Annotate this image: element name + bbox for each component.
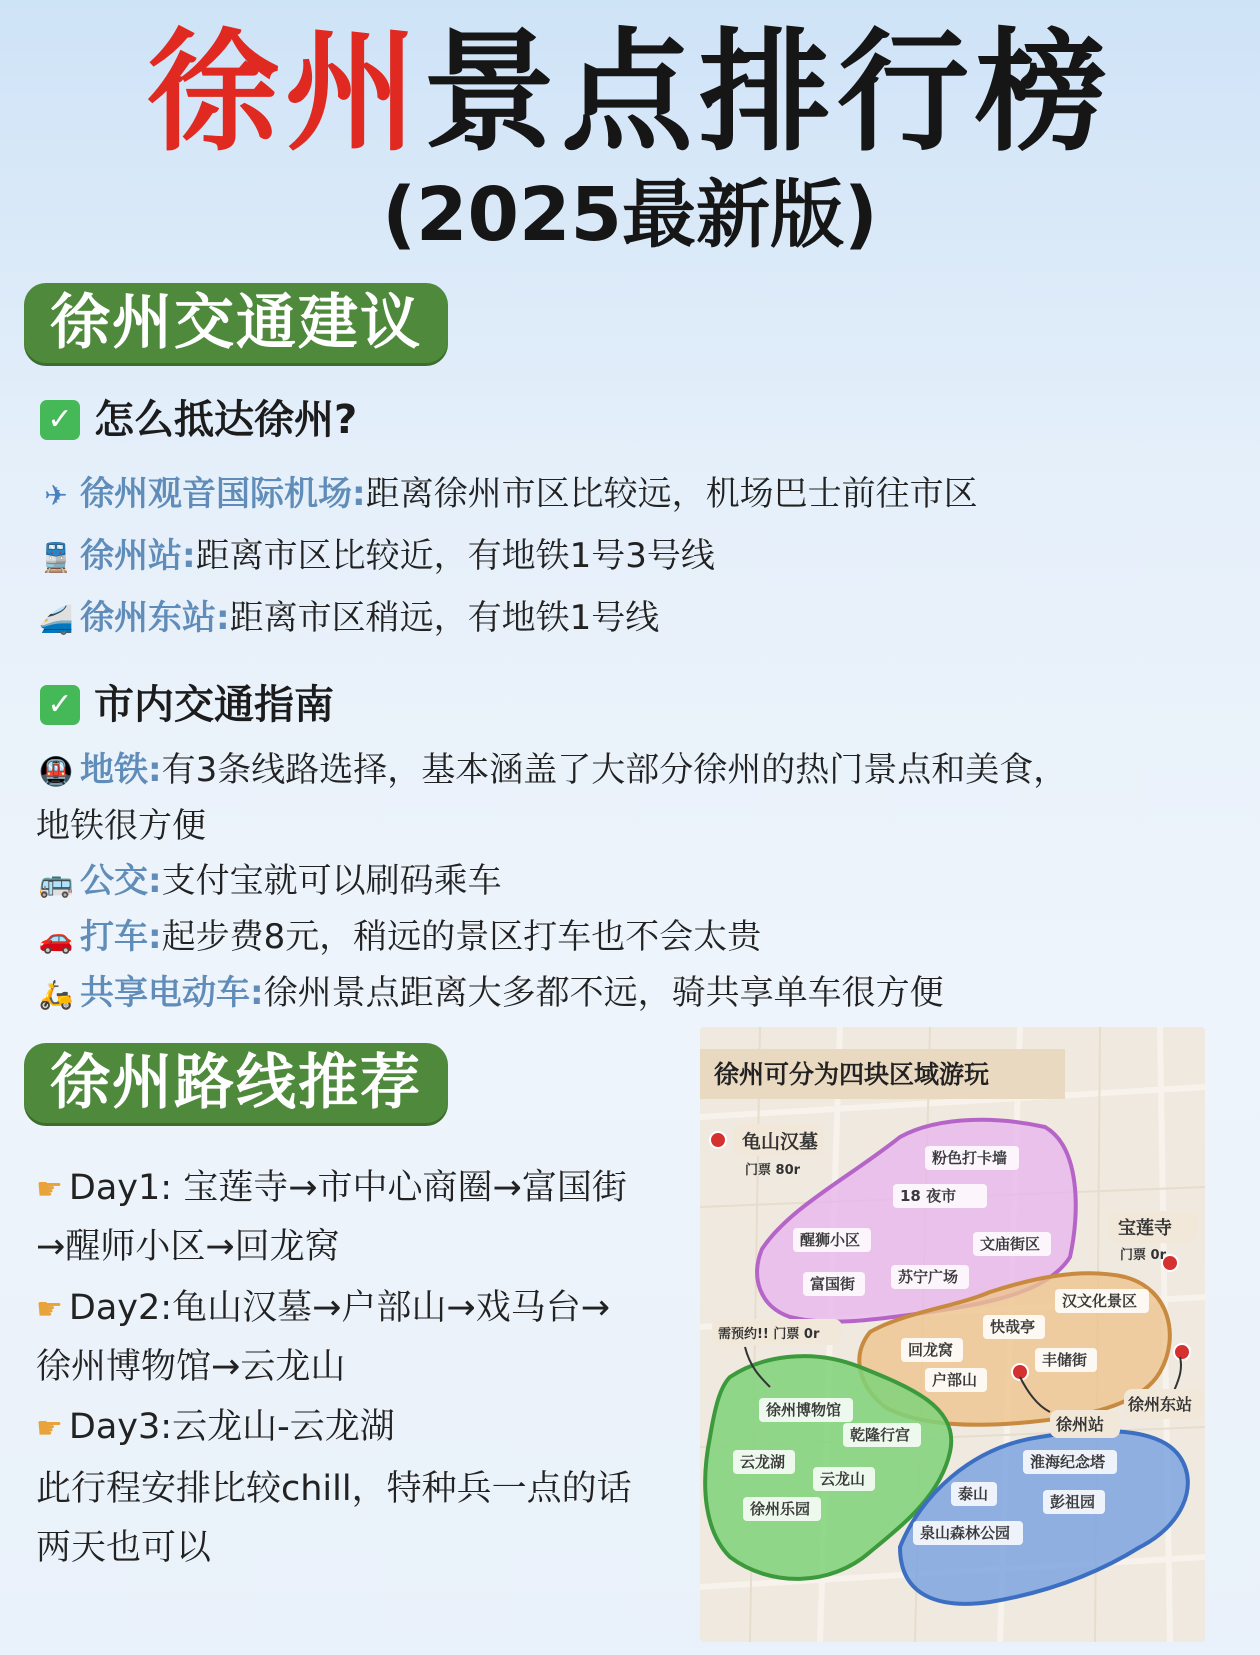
page-subtitle: (2025最新版): [382, 172, 878, 258]
map-spot-label: 云龙湖: [740, 1453, 786, 1471]
map-spot-label: 文庙街区: [980, 1235, 1041, 1253]
arrive-item: [36, 472, 1236, 518]
map-spot-label: 淮海纪念塔: [1030, 1453, 1106, 1471]
arrive-item-key: 徐州东站:: [80, 598, 230, 638]
pointing-hand-icon: ☛: [36, 1411, 63, 1446]
city-item-text: 有3条线路选择，基本涵盖了大部分徐州的热门景点和美食，: [161, 750, 1068, 790]
map-spot-label: 苏宁广场: [898, 1268, 959, 1286]
city-item-key: 共享电动车:: [80, 973, 264, 1013]
map-title: 徐州可分为四块区域游玩: [714, 1060, 990, 1089]
page-title: [0, 15, 1260, 170]
map-spot-label: 富国街: [810, 1275, 856, 1293]
svg-text:徐州站: 徐州站: [1056, 1415, 1105, 1434]
city-item-key: 打车:: [80, 917, 162, 957]
city-item-text: 徐州景点距离大多都不远，骑共享单车很方便: [263, 973, 944, 1013]
arrive-heading-text: 怎么抵达徐州?: [94, 397, 358, 443]
map-spot-label: 徐州博物馆: [766, 1401, 842, 1419]
pointing-hand-icon: ☛: [36, 1292, 63, 1327]
map-spot-label: 云龙山: [820, 1470, 866, 1488]
day-line: [36, 1165, 676, 1213]
pointing-hand-icon: ☛: [36, 1172, 63, 1207]
city-item-key: 公交:: [80, 861, 162, 901]
bullet-train-icon: 🚄: [38, 603, 74, 636]
title-city: 徐州: [147, 15, 423, 170]
map-spot-label: 粉色打卡墙: [932, 1149, 1008, 1167]
city-item: [36, 971, 1236, 1017]
city-item: [36, 859, 1236, 905]
day-line: [36, 1285, 676, 1333]
bus-icon: 🚌: [38, 866, 74, 899]
metro-icon: 🚇: [38, 755, 74, 788]
routes-badge: 徐州路线推荐: [24, 1043, 448, 1123]
check-icon: ✓: [40, 400, 80, 440]
arrive-item-text: 距离市区比较近，有地铁1号3号线: [195, 536, 715, 576]
day-text: Day2:龟山汉墓→户部山→戏马台→: [68, 1288, 611, 1328]
svg-text:门票 80r: 门票 80r: [745, 1163, 801, 1178]
map-spot-label: 泰山: [958, 1485, 989, 1503]
city-item-cont: 地铁很方便: [36, 806, 206, 846]
city-item-text: 起步费8元，稍远的景区打车也不会太贵: [161, 917, 762, 957]
day-line-cont: 徐州博物馆→云龙山: [36, 1347, 346, 1387]
map-spot-label: 快哉亭: [990, 1318, 1036, 1336]
svg-text:门票 0r: 门票 0r: [1120, 1248, 1166, 1263]
city-item: [36, 915, 1236, 961]
routes-note: 两天也可以: [36, 1528, 212, 1568]
map-spot-label: 18 夜市: [900, 1187, 957, 1205]
map-spot-label: 丰储街: [1042, 1351, 1088, 1369]
map-spot-label: 乾隆行宫: [850, 1426, 911, 1444]
city-heading-text: 市内交通指南: [94, 682, 334, 728]
arrive-item-text: 距离市区稍远，有地铁1号线: [229, 598, 660, 638]
map-spot-label: 回龙窝: [908, 1341, 954, 1359]
city-item-key: 地铁:: [80, 750, 162, 790]
arrive-heading: [40, 395, 357, 445]
arrive-item: [36, 534, 1236, 580]
scooter-icon: 🛵: [38, 978, 74, 1011]
arrive-item-key: 徐州站:: [80, 536, 196, 576]
day-line: [36, 1404, 676, 1452]
day-text: Day1: 宝莲寺→市中心商圈→富国街: [68, 1168, 627, 1208]
map-spot-label: 醒狮小区: [800, 1231, 861, 1249]
map-spot-label: 汉文化景区: [1062, 1292, 1138, 1310]
map-spot-label: 户部山: [932, 1371, 978, 1389]
transport-badge: 徐州交通建议: [24, 283, 448, 363]
check-icon: ✓: [40, 685, 80, 725]
map-spot-label: 泉山森林公园: [920, 1524, 1011, 1542]
arrive-item-text: 距离徐州市区比较远，机场巴士前往市区: [365, 474, 978, 514]
city-heading: [40, 680, 334, 730]
airplane-icon: ✈: [44, 479, 68, 512]
day-text: Day3:云龙山-云龙湖: [68, 1407, 395, 1447]
map-spot-label: 彭祖园: [1050, 1493, 1096, 1511]
svg-text:宝莲寺: 宝莲寺: [1118, 1218, 1172, 1239]
svg-text:需预约!! 门票 0r: 需预约!! 门票 0r: [718, 1327, 820, 1342]
city-item: [36, 748, 1236, 794]
svg-text:徐州东站: 徐州东站: [1128, 1395, 1193, 1414]
title-rest: 景点排行榜: [423, 16, 1113, 170]
routes-note: 此行程安排比较chill，特种兵一点的话: [36, 1469, 632, 1509]
svg-text:龟山汉墓: 龟山汉墓: [742, 1131, 819, 1153]
day-line-cont: →醒师小区→回龙窝: [36, 1227, 340, 1267]
arrive-item: [36, 596, 1236, 642]
region-map: [700, 1027, 1205, 1642]
map-spot-label: 徐州乐园: [750, 1500, 811, 1518]
taxi-icon: 🚗: [38, 922, 74, 955]
arrive-item-key: 徐州观音国际机场:: [80, 474, 366, 514]
city-item-text: 支付宝就可以刷码乘车: [161, 861, 502, 901]
train-icon: 🚆: [38, 541, 74, 574]
